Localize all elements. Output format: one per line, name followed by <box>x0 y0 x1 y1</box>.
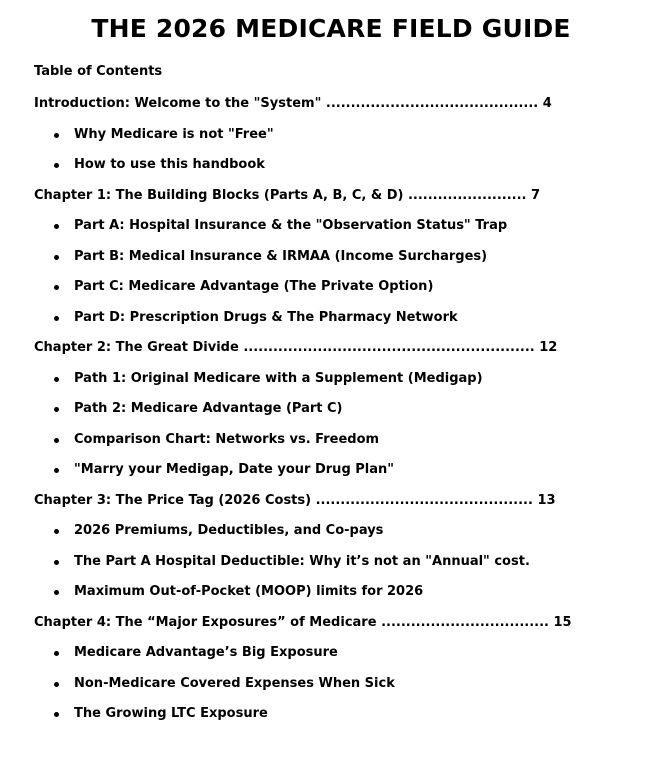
toc-chapter-entry[interactable] <box>34 338 634 369</box>
list-item[interactable] <box>34 369 634 400</box>
subsection-text: Path 2: Medicare Advantage (Part C) <box>74 401 343 416</box>
subsection-text: The Part A Hospital Deductible: Why it’s not an "Annual" cost. <box>74 553 530 569</box>
list-item[interactable] <box>34 308 634 339</box>
list-item[interactable] <box>34 582 634 613</box>
bullet-icon <box>54 285 59 290</box>
subsection-text: Why Medicare is not "Free" <box>74 126 274 142</box>
leader-dots: ........................................................... <box>243 340 535 355</box>
toc-section-chapter-2 <box>34 338 634 491</box>
subsection-text: How to use this handbook <box>74 157 265 172</box>
toc-heading: Table of Contents <box>34 64 163 79</box>
list-item[interactable] <box>34 552 634 583</box>
subsection-text: Part C: Medicare Advantage (The Private Option) <box>74 279 434 294</box>
page-number: 12 <box>539 340 558 355</box>
toc-section-chapter-4 <box>34 613 634 735</box>
list-item[interactable] <box>34 430 634 461</box>
toc-section-chapter-1 <box>34 186 634 339</box>
bullet-icon <box>54 255 59 260</box>
subsection-text: "Marry your Medigap, Date your Drug Plan" <box>74 462 395 477</box>
bullet-icon <box>54 651 59 656</box>
subsection-list <box>34 125 634 186</box>
leader-dots: ........................ <box>407 187 527 203</box>
toc-chapter-entry[interactable] <box>34 491 634 522</box>
list-item[interactable] <box>34 704 634 735</box>
bullet-icon <box>54 438 59 443</box>
bullet-icon <box>54 377 59 382</box>
page-number: 15 <box>553 614 572 630</box>
list-item[interactable] <box>34 216 634 247</box>
chapter-title: Chapter 2: The Great Divide <box>34 340 239 355</box>
bullet-icon <box>54 590 59 595</box>
subsection-text: Maximum Out-of-Pocket (MOOP) limits for 2026 <box>74 584 424 599</box>
bullet-icon <box>54 316 59 321</box>
toc-section-introduction <box>34 94 634 186</box>
subsection-text: Medicare Advantage’s Big Exposure <box>74 645 338 660</box>
bullet-icon <box>54 407 59 412</box>
bullet-icon <box>54 560 59 565</box>
list-item[interactable] <box>34 521 634 552</box>
bullet-icon <box>54 682 59 687</box>
bullet-icon <box>54 468 59 473</box>
list-item[interactable] <box>34 674 634 705</box>
list-item[interactable] <box>34 155 634 186</box>
bullet-icon <box>54 133 59 138</box>
subsection-list <box>34 369 634 491</box>
leader-dots: ............................................ <box>315 492 533 508</box>
chapter-title: Introduction: Welcome to the "System" <box>34 96 322 111</box>
leader-dots: .................................. <box>381 614 549 630</box>
subsection-text: Comparison Chart: Networks vs. Freedom <box>74 431 380 447</box>
toc-chapter-entry[interactable] <box>34 94 634 125</box>
toc-chapter-entry[interactable] <box>34 613 634 644</box>
bullet-icon <box>54 163 59 168</box>
bullet-icon <box>54 224 59 229</box>
page-number: 13 <box>537 492 556 508</box>
list-item[interactable] <box>34 277 634 308</box>
subsection-text: Part A: Hospital Insurance & the "Observation Status" Trap <box>74 218 508 233</box>
list-item[interactable] <box>34 460 634 491</box>
page-number: 4 <box>542 96 552 111</box>
page-number: 7 <box>531 187 541 203</box>
subsection-text: Part D: Prescription Drugs & The Pharmacy Network <box>74 309 458 325</box>
chapter-title: Chapter 4: The “Major Exposures” of Medicare <box>34 614 377 630</box>
leader-dots: ........................................... <box>325 96 539 111</box>
bullet-icon <box>54 712 59 717</box>
subsection-text: The Growing LTC Exposure <box>74 706 268 721</box>
list-item[interactable] <box>34 247 634 278</box>
chapter-title: Chapter 1: The Building Blocks (Parts A, B, C, & D) <box>34 187 404 203</box>
list-item[interactable] <box>34 643 634 674</box>
bullet-icon <box>54 529 59 534</box>
subsection-text: Path 1: Original Medicare with a Supplement (Medigap) <box>74 370 483 386</box>
chapter-title: Chapter 3: The Price Tag (2026 Costs) <box>34 492 312 508</box>
subsection-list <box>34 643 634 735</box>
document-title: THE 2026 MEDICARE FIELD GUIDE <box>91 14 571 43</box>
subsection-list <box>34 216 634 338</box>
subsection-list <box>34 521 634 613</box>
list-item[interactable] <box>34 399 634 430</box>
toc-chapter-entry[interactable] <box>34 186 634 217</box>
subsection-text: Non-Medicare Covered Expenses When Sick <box>74 675 395 691</box>
list-item[interactable] <box>34 125 634 156</box>
subsection-text: 2026 Premiums, Deductibles, and Co-pays <box>74 523 384 538</box>
table-of-contents <box>34 94 634 735</box>
subsection-text: Part B: Medical Insurance & IRMAA (Income Surcharges) <box>74 248 488 264</box>
toc-section-chapter-3 <box>34 491 634 613</box>
